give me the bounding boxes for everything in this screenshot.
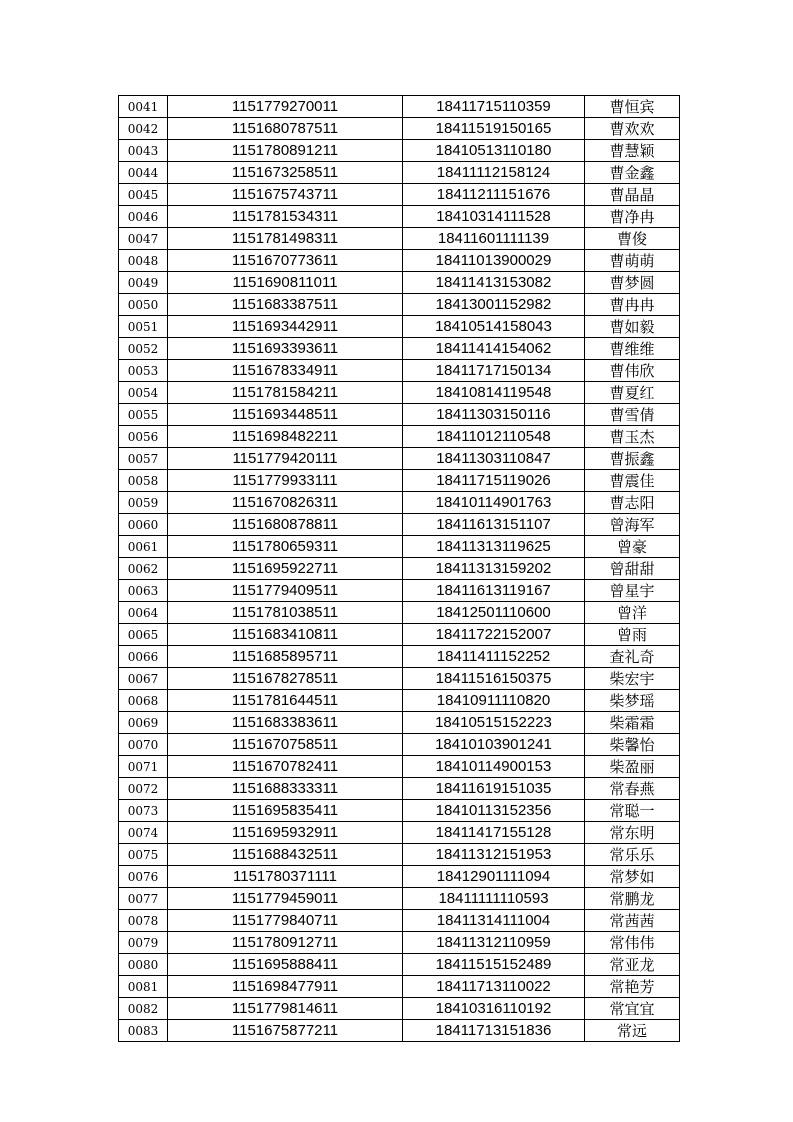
table-row	[119, 646, 680, 668]
table-row	[119, 668, 680, 690]
row-number-cell: 18411715110359	[403, 96, 585, 118]
table-row	[119, 888, 680, 910]
row-name-cell: 常亚龙	[585, 954, 680, 976]
row-seq-cell: 0074	[119, 822, 168, 844]
row-name-cell: 柴梦瑶	[585, 690, 680, 712]
row-number-cell: 18411313119625	[403, 536, 585, 558]
table-row	[119, 360, 680, 382]
table-row	[119, 184, 680, 206]
row-number-cell: 18411111110593	[403, 888, 585, 910]
row-seq-cell: 0057	[119, 448, 168, 470]
table-row	[119, 910, 680, 932]
row-id-cell: 1151685895711	[168, 646, 403, 668]
row-id-cell: 1151779270011	[168, 96, 403, 118]
row-seq-cell: 0083	[119, 1020, 168, 1042]
table-row	[119, 404, 680, 426]
row-seq-cell: 0052	[119, 338, 168, 360]
row-number-cell: 18411601111139	[403, 228, 585, 250]
row-number-cell: 18411613151107	[403, 514, 585, 536]
row-name-cell: 曹志阳	[585, 492, 680, 514]
row-number-cell: 18411515152489	[403, 954, 585, 976]
row-name-cell: 曹冉冉	[585, 294, 680, 316]
row-seq-cell: 0062	[119, 558, 168, 580]
row-number-cell: 18411417155128	[403, 822, 585, 844]
row-number-cell: 18411313159202	[403, 558, 585, 580]
table-row	[119, 998, 680, 1020]
row-number-cell: 18412901111094	[403, 866, 585, 888]
row-name-cell: 曾海军	[585, 514, 680, 536]
row-name-cell: 曹晶晶	[585, 184, 680, 206]
row-id-cell: 1151693442911	[168, 316, 403, 338]
row-name-cell: 曹夏红	[585, 382, 680, 404]
row-name-cell: 常春燕	[585, 778, 680, 800]
table-row	[119, 866, 680, 888]
row-number-cell: 18411314111004	[403, 910, 585, 932]
row-id-cell: 1151678278511	[168, 668, 403, 690]
row-name-cell: 常梦如	[585, 866, 680, 888]
row-id-cell: 1151698477911	[168, 976, 403, 998]
row-seq-cell: 0051	[119, 316, 168, 338]
row-id-cell: 1151683387511	[168, 294, 403, 316]
row-id-cell: 1151683383611	[168, 712, 403, 734]
row-name-cell: 曹玉杰	[585, 426, 680, 448]
row-name-cell: 查礼奇	[585, 646, 680, 668]
row-seq-cell: 0061	[119, 536, 168, 558]
row-number-cell: 18411303150116	[403, 404, 585, 426]
row-number-cell: 18411722152007	[403, 624, 585, 646]
row-name-cell: 曹慧颖	[585, 140, 680, 162]
row-number-cell: 18411516150375	[403, 668, 585, 690]
table-row	[119, 954, 680, 976]
row-id-cell: 1151695932911	[168, 822, 403, 844]
row-seq-cell: 0043	[119, 140, 168, 162]
row-number-cell: 18411112158124	[403, 162, 585, 184]
row-name-cell: 曹雪倩	[585, 404, 680, 426]
row-name-cell: 曹欢欢	[585, 118, 680, 140]
row-name-cell: 曹净冉	[585, 206, 680, 228]
row-id-cell: 1151673258511	[168, 162, 403, 184]
row-seq-cell: 0068	[119, 690, 168, 712]
row-number-cell: 18410314111528	[403, 206, 585, 228]
row-id-cell: 1151688333311	[168, 778, 403, 800]
row-number-cell: 18411013900029	[403, 250, 585, 272]
row-name-cell: 常伟伟	[585, 932, 680, 954]
row-seq-cell: 0081	[119, 976, 168, 998]
row-name-cell: 曾洋	[585, 602, 680, 624]
row-id-cell: 1151695922711	[168, 558, 403, 580]
table-row	[119, 272, 680, 294]
table-row	[119, 162, 680, 184]
row-id-cell: 1151670826311	[168, 492, 403, 514]
row-seq-cell: 0066	[119, 646, 168, 668]
row-seq-cell: 0060	[119, 514, 168, 536]
row-seq-cell: 0078	[119, 910, 168, 932]
table-row	[119, 514, 680, 536]
row-id-cell: 1151779459011	[168, 888, 403, 910]
table-row	[119, 932, 680, 954]
row-id-cell: 1151693393611	[168, 338, 403, 360]
table-row	[119, 624, 680, 646]
table-row	[119, 756, 680, 778]
row-id-cell: 1151695835411	[168, 800, 403, 822]
table-row	[119, 536, 680, 558]
row-id-cell: 1151781498311	[168, 228, 403, 250]
row-id-cell: 1151779409511	[168, 580, 403, 602]
row-id-cell: 1151683410811	[168, 624, 403, 646]
row-id-cell: 1151780371111	[168, 866, 403, 888]
row-number-cell: 18410515152223	[403, 712, 585, 734]
row-id-cell: 1151781584211	[168, 382, 403, 404]
row-id-cell: 1151688432511	[168, 844, 403, 866]
table-row	[119, 778, 680, 800]
row-seq-cell: 0076	[119, 866, 168, 888]
table-row	[119, 602, 680, 624]
row-id-cell: 1151780912711	[168, 932, 403, 954]
row-name-cell: 柴宏宇	[585, 668, 680, 690]
row-name-cell: 曹金鑫	[585, 162, 680, 184]
row-seq-cell: 0045	[119, 184, 168, 206]
row-number-cell: 18411619151035	[403, 778, 585, 800]
row-number-cell: 18411519150165	[403, 118, 585, 140]
row-name-cell: 曾星宇	[585, 580, 680, 602]
row-seq-cell: 0069	[119, 712, 168, 734]
row-seq-cell: 0055	[119, 404, 168, 426]
row-number-cell: 18410514158043	[403, 316, 585, 338]
row-seq-cell: 0048	[119, 250, 168, 272]
row-name-cell: 常鹏龙	[585, 888, 680, 910]
row-number-cell: 18411414154062	[403, 338, 585, 360]
row-number-cell: 18411713151836	[403, 1020, 585, 1042]
row-seq-cell: 0063	[119, 580, 168, 602]
row-name-cell: 曹震佳	[585, 470, 680, 492]
table-row	[119, 118, 680, 140]
row-number-cell: 18411715119026	[403, 470, 585, 492]
row-name-cell: 曾豪	[585, 536, 680, 558]
row-name-cell: 柴霜霜	[585, 712, 680, 734]
table-row	[119, 800, 680, 822]
row-seq-cell: 0056	[119, 426, 168, 448]
table-row	[119, 492, 680, 514]
row-name-cell: 常东明	[585, 822, 680, 844]
row-seq-cell: 0054	[119, 382, 168, 404]
table-row	[119, 844, 680, 866]
row-name-cell: 常乐乐	[585, 844, 680, 866]
row-seq-cell: 0073	[119, 800, 168, 822]
roster-table	[118, 95, 680, 1042]
table-row	[119, 426, 680, 448]
row-number-cell: 18410513110180	[403, 140, 585, 162]
row-name-cell: 常宜宜	[585, 998, 680, 1020]
table-row	[119, 250, 680, 272]
row-number-cell: 18410114900153	[403, 756, 585, 778]
row-number-cell: 18411411152252	[403, 646, 585, 668]
row-id-cell: 1151678334911	[168, 360, 403, 382]
row-name-cell: 曹如毅	[585, 316, 680, 338]
row-number-cell: 18410113152356	[403, 800, 585, 822]
row-seq-cell: 0070	[119, 734, 168, 756]
row-name-cell: 常艳芳	[585, 976, 680, 998]
row-id-cell: 1151781038511	[168, 602, 403, 624]
row-name-cell: 曹振鑫	[585, 448, 680, 470]
row-id-cell: 1151670782411	[168, 756, 403, 778]
row-seq-cell: 0042	[119, 118, 168, 140]
row-name-cell: 柴盈丽	[585, 756, 680, 778]
row-number-cell: 18410814119548	[403, 382, 585, 404]
row-seq-cell: 0071	[119, 756, 168, 778]
row-number-cell: 18411312110959	[403, 932, 585, 954]
row-number-cell: 18411211151676	[403, 184, 585, 206]
row-name-cell: 曹伟欣	[585, 360, 680, 382]
row-id-cell: 1151680787511	[168, 118, 403, 140]
row-number-cell: 18410911110820	[403, 690, 585, 712]
table-row	[119, 822, 680, 844]
row-id-cell: 1151675743711	[168, 184, 403, 206]
table-row	[119, 558, 680, 580]
row-seq-cell: 0065	[119, 624, 168, 646]
row-id-cell: 1151693448511	[168, 404, 403, 426]
row-id-cell: 1151690811011	[168, 272, 403, 294]
row-number-cell: 18411303110847	[403, 448, 585, 470]
table-row	[119, 338, 680, 360]
row-number-cell: 18411012110548	[403, 426, 585, 448]
roster-body	[119, 96, 680, 1042]
table-row	[119, 470, 680, 492]
row-seq-cell: 0049	[119, 272, 168, 294]
table-row	[119, 316, 680, 338]
row-name-cell: 曾雨	[585, 624, 680, 646]
row-id-cell: 1151779840711	[168, 910, 403, 932]
row-name-cell: 曾甜甜	[585, 558, 680, 580]
row-id-cell: 1151781644511	[168, 690, 403, 712]
row-id-cell: 1151780891211	[168, 140, 403, 162]
row-number-cell: 18411613119167	[403, 580, 585, 602]
row-seq-cell: 0059	[119, 492, 168, 514]
row-id-cell: 1151781534311	[168, 206, 403, 228]
row-seq-cell: 0080	[119, 954, 168, 976]
row-seq-cell: 0041	[119, 96, 168, 118]
row-seq-cell: 0046	[119, 206, 168, 228]
table-row	[119, 448, 680, 470]
row-seq-cell: 0077	[119, 888, 168, 910]
row-id-cell: 1151780659311	[168, 536, 403, 558]
row-id-cell: 1151779420111	[168, 448, 403, 470]
table-row	[119, 228, 680, 250]
table-row	[119, 580, 680, 602]
table-row	[119, 206, 680, 228]
row-name-cell: 常茜茜	[585, 910, 680, 932]
row-id-cell: 1151695888411	[168, 954, 403, 976]
row-seq-cell: 0047	[119, 228, 168, 250]
row-name-cell: 曹维维	[585, 338, 680, 360]
row-seq-cell: 0082	[119, 998, 168, 1020]
row-seq-cell: 0079	[119, 932, 168, 954]
row-id-cell: 1151680878811	[168, 514, 403, 536]
row-name-cell: 曹萌萌	[585, 250, 680, 272]
row-seq-cell: 0072	[119, 778, 168, 800]
row-number-cell: 18412501110600	[403, 602, 585, 624]
row-seq-cell: 0067	[119, 668, 168, 690]
row-name-cell: 常远	[585, 1020, 680, 1042]
row-name-cell: 曹俊	[585, 228, 680, 250]
row-id-cell: 1151698482211	[168, 426, 403, 448]
row-name-cell: 曹恒宾	[585, 96, 680, 118]
row-seq-cell: 0044	[119, 162, 168, 184]
row-number-cell: 18413001152982	[403, 294, 585, 316]
row-seq-cell: 0053	[119, 360, 168, 382]
row-id-cell: 1151779814611	[168, 998, 403, 1020]
row-number-cell: 18410316110192	[403, 998, 585, 1020]
row-number-cell: 18410114901763	[403, 492, 585, 514]
row-number-cell: 18411312151953	[403, 844, 585, 866]
table-row	[119, 294, 680, 316]
row-number-cell: 18411713110022	[403, 976, 585, 998]
table-row	[119, 96, 680, 118]
row-number-cell: 18411717150134	[403, 360, 585, 382]
row-seq-cell: 0075	[119, 844, 168, 866]
row-name-cell: 柴馨怡	[585, 734, 680, 756]
table-row	[119, 1020, 680, 1042]
table-row	[119, 712, 680, 734]
table-row	[119, 976, 680, 998]
row-seq-cell: 0064	[119, 602, 168, 624]
table-row	[119, 382, 680, 404]
table-row	[119, 690, 680, 712]
row-name-cell: 曹梦圆	[585, 272, 680, 294]
row-id-cell: 1151670773611	[168, 250, 403, 272]
row-name-cell: 常聪一	[585, 800, 680, 822]
row-number-cell: 18410103901241	[403, 734, 585, 756]
row-number-cell: 18411413153082	[403, 272, 585, 294]
row-seq-cell: 0058	[119, 470, 168, 492]
row-seq-cell: 0050	[119, 294, 168, 316]
row-id-cell: 1151675877211	[168, 1020, 403, 1042]
row-id-cell: 1151779933111	[168, 470, 403, 492]
table-row	[119, 734, 680, 756]
table-row	[119, 140, 680, 162]
row-id-cell: 1151670758511	[168, 734, 403, 756]
